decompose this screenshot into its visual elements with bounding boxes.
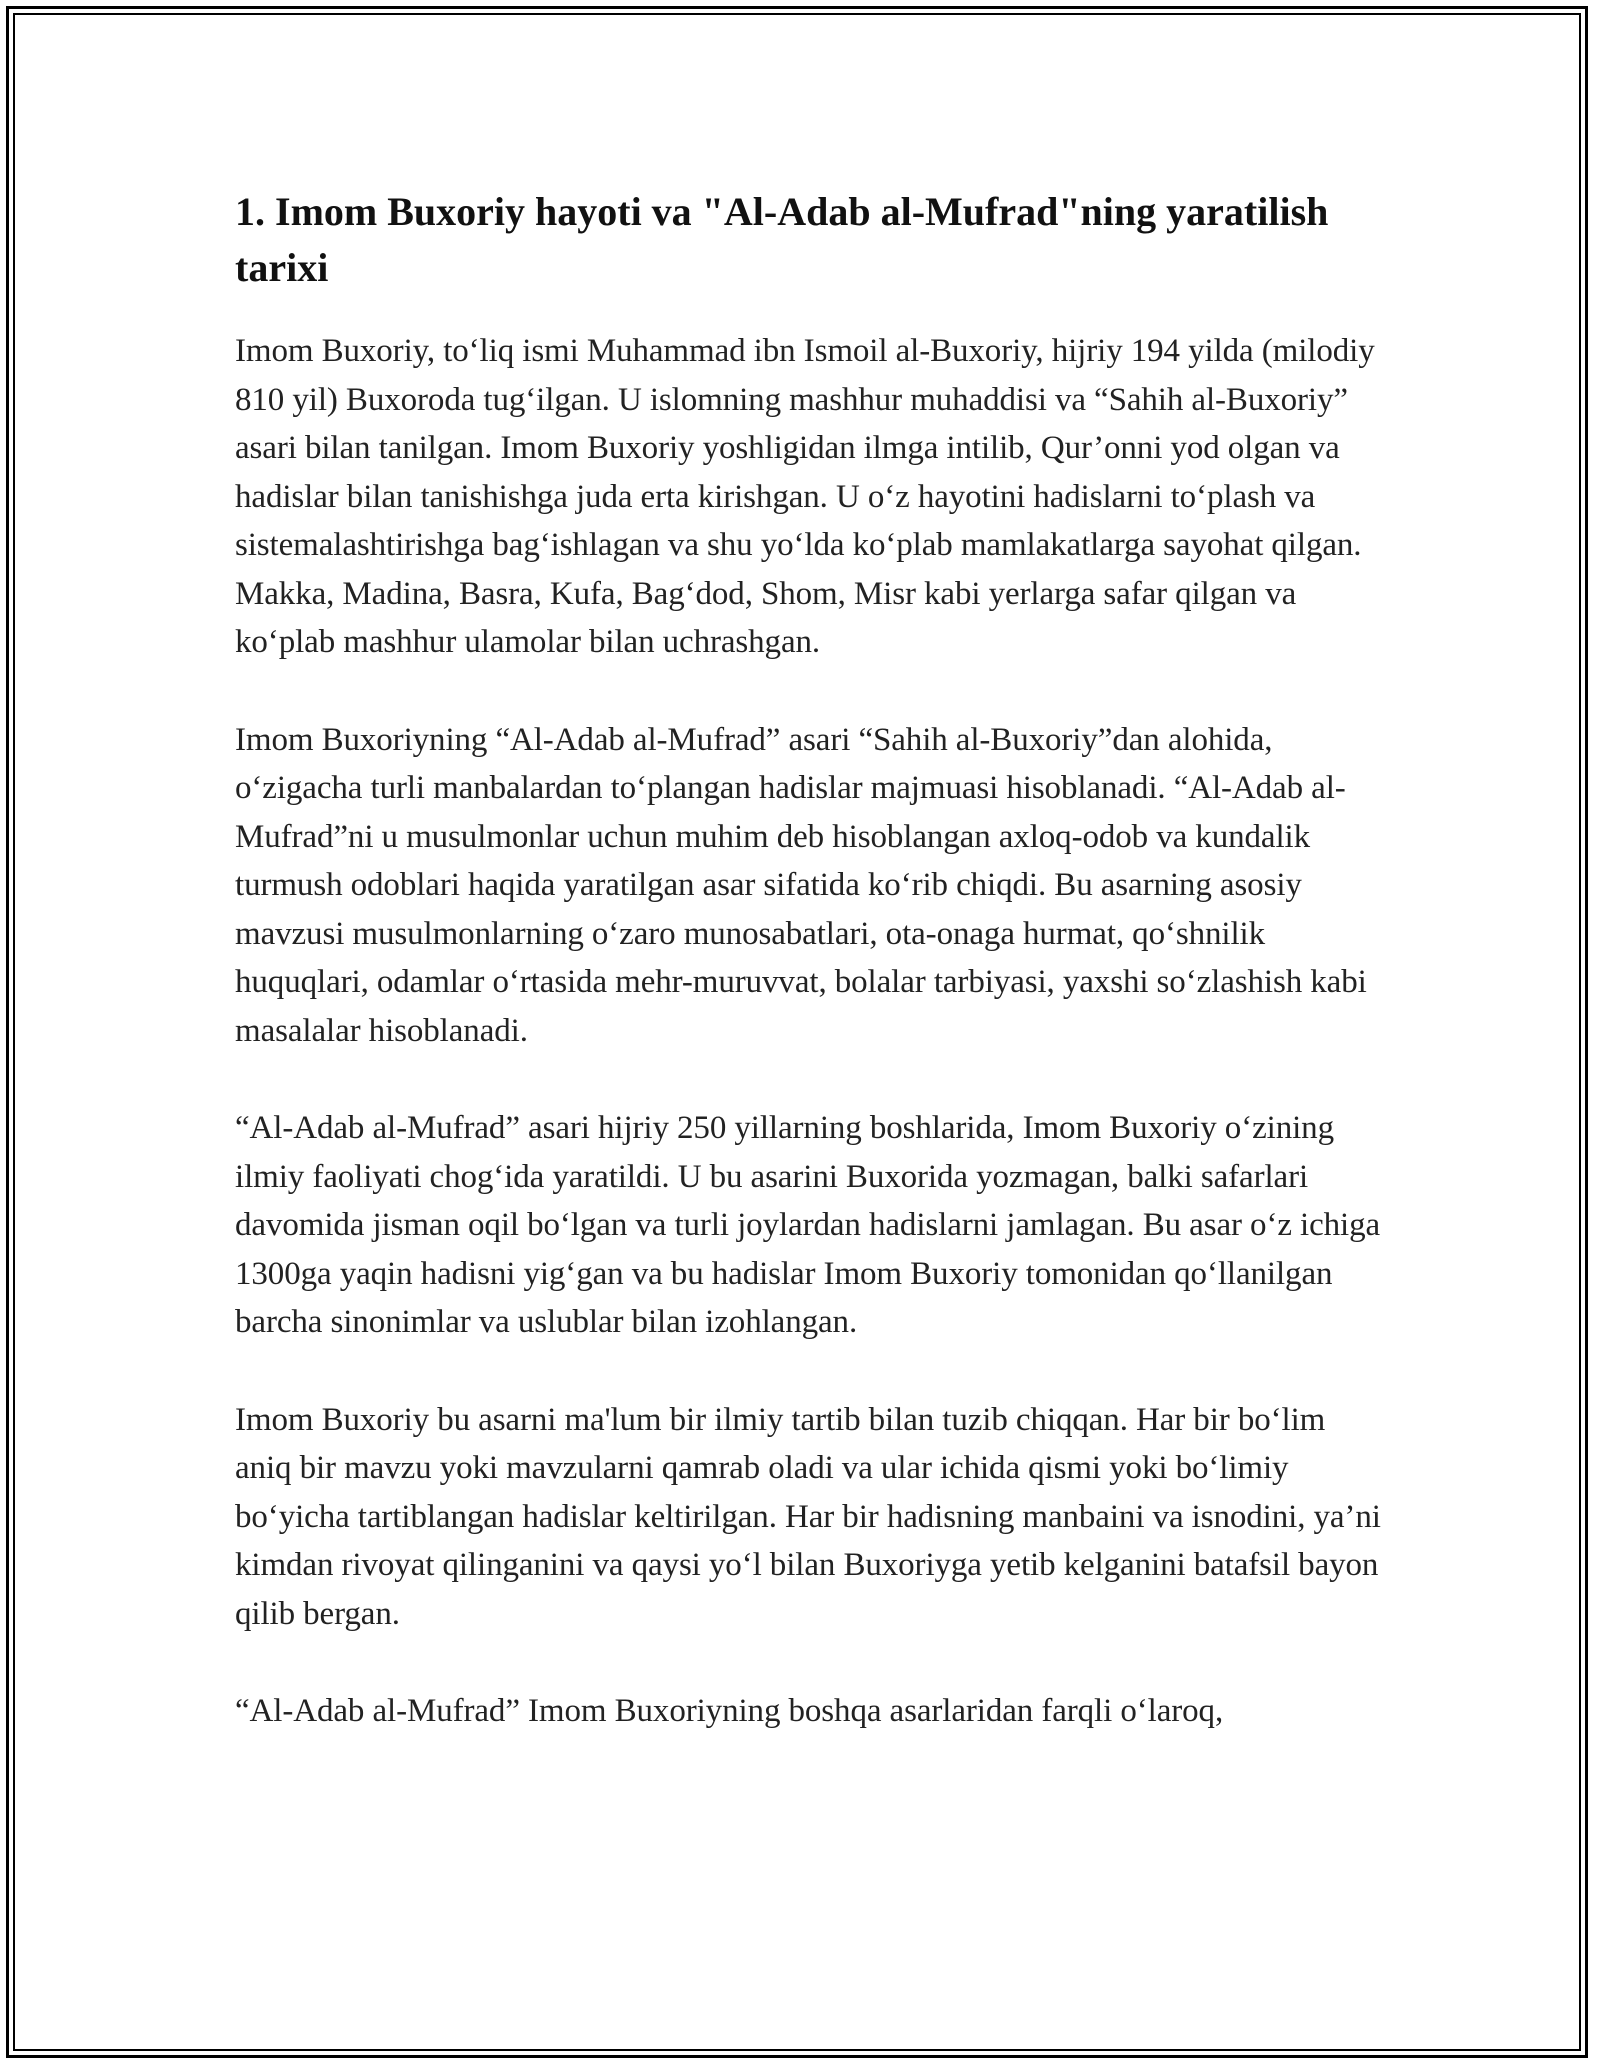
paragraph-comparison: “Al-Adab al-Mufrad” Imom Buxoriyning boshqa asarlaridan farqli o‘laroq, [235,1693,1224,1729]
paragraph-work-overview: Imom Buxoriyning “Al-Adab al-Mufrad” asari “Sahih al-Buxoriy”dan alohida, o‘zigacha turli manbalardan to‘plangan hadislar majmuasi hisoblanadi. “Al-Adab al-Mufrad”ni u musulmonlar uchun muhim deb hisoblangan axloq-odob va kundalik turmush odoblari haqida yaratilgan asar sifatida ko‘rib chiqdi. Bu asarning asosiy mavzusi musulmonlarning o‘zaro munosabatlari, ota-onaga hurmat, qo‘shnilik huquqlari, odamlar o‘rtasida mehr-muruvvat, bolalar tarbiyasi, yaxshi so‘zlashish kabi masalalar hisoblanadi. [235,721,1367,1049]
document-page [235,184,1385,1785]
section-heading: 1. Imom Buxoriy hayoti va "Al-Adab al-Mufrad"ning yaratilish tarixi [235,189,1329,290]
paragraph-creation-history: “Al-Adab al-Mufrad” asari hijriy 250 yillarning boshlarida, Imom Buxoriy o‘zining ilmiy faoliyati chog‘ida yaratildi. U bu asarini Buxorida yozmagan, balki safarlari davomida jisman oqil bo‘lgan va turli joylardan hadislarni jamlagan. Bu asar o‘z ichiga 1300ga yaqin hadisni yig‘gan va bu hadislar Imom Buxoriy tomonidan qo‘llanilgan barcha sinonimlar va uslublar bilan izohlangan. [235,1110,1381,1340]
paragraph-biography: Imom Buxoriy, to‘liq ismi Muhammad ibn Ismoil al-Buxoriy, hijriy 194 yilda (milodiy 810 yil) Buxoroda tug‘ilgan. U islomning mashhur muhaddisi va “Sahih al-Buxoriy” asari bilan tanilgan. Imom Buxoriy yoshligidan ilmga intilib, Qur’onni yod olgan va hadislar bilan tanishishga juda erta kirishgan. U o‘z hayotini hadislarni to‘plash va sistemalashtirishga bag‘ishlagan va shu yo‘lda ko‘plab mamlakatlarga sayohat qilgan. Makka, Madina, Basra, Kufa, Bag‘dod, Shom, Misr kabi yerlarga safar qilgan va ko‘plab mashhur ulamolar bilan uchrashgan. [235,333,1375,660]
paragraph-structure: Imom Buxoriy bu asarni ma'lum bir ilmiy tartib bilan tuzib chiqqan. Har bir bo‘lim aniq bir mavzu yoki mavzularni qamrab oladi va ular ichida qismi yoki bo‘limiy bo‘yicha tartiblangan hadislar keltirilgan. Har bir hadisning manbaini va isnodini, ya’ni kimdan rivoyat qilinganini va qaysi yo‘l bilan Buxoriyga yetib kelganini batafsil bayon qilib bergan. [235,1401,1381,1632]
